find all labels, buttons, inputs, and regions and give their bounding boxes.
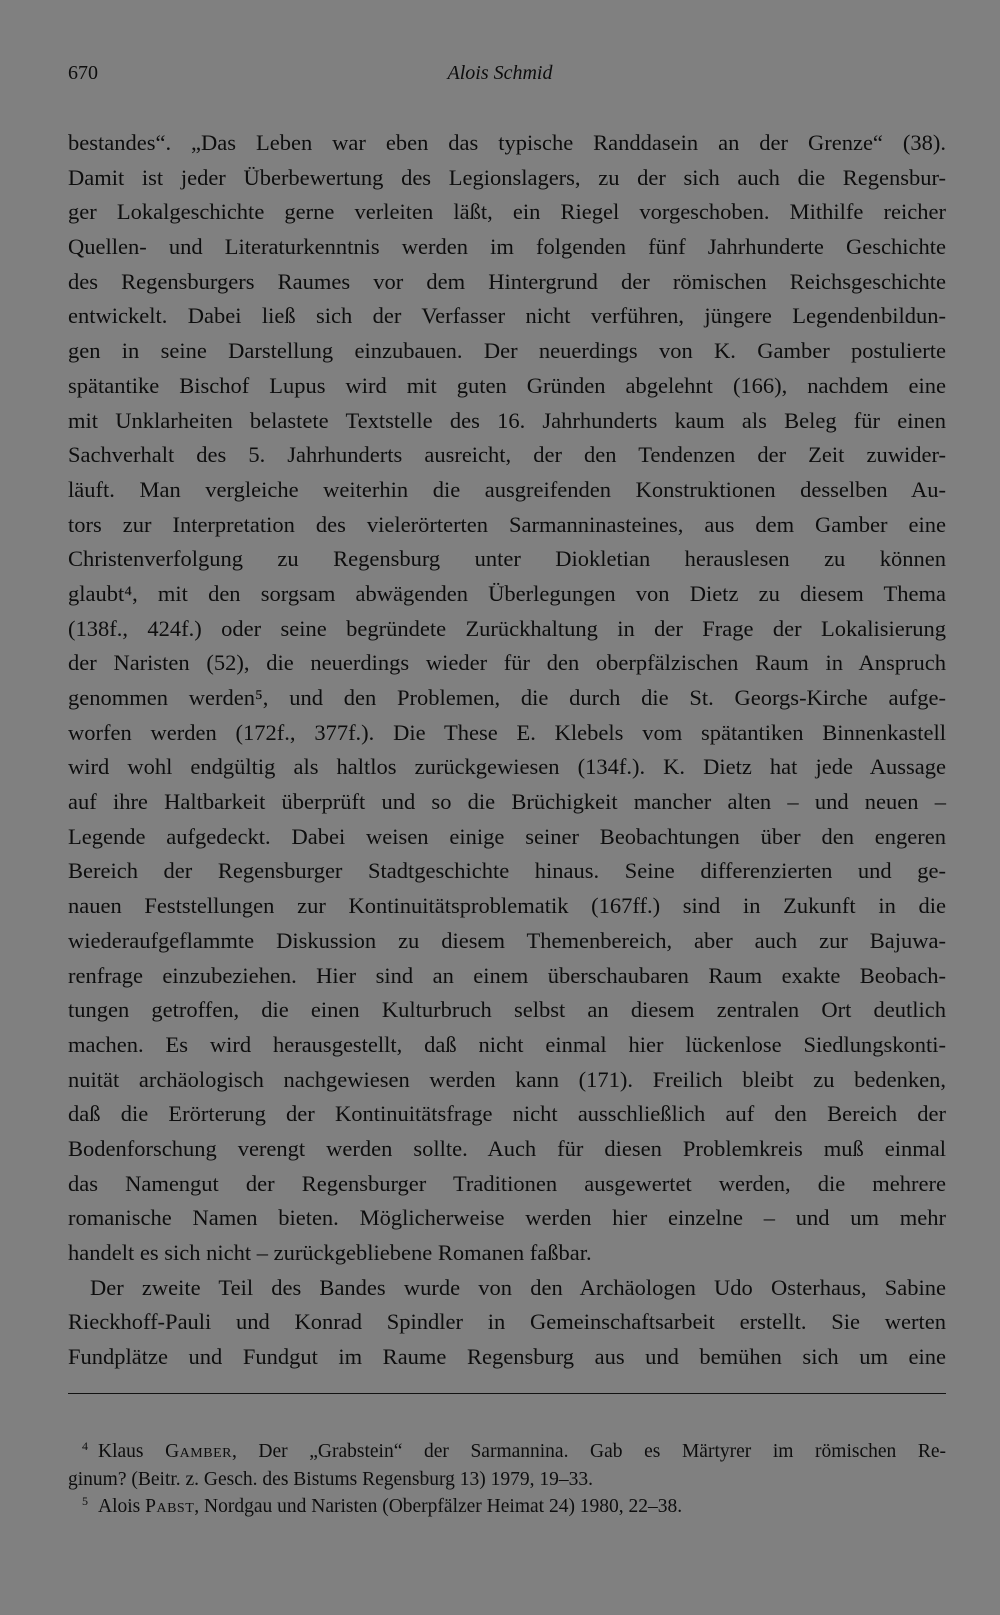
page-number: 670 [68,62,98,84]
footnote-marker: 4 [82,1439,88,1453]
text-line: entwickelt. Dabei ließ sich der Verfasser nicht verführen, jüngere Legendenbildun- [68,303,946,329]
text-line: Sachverhalt des 5. Jahrhunderts ausreicht, der den Tendenzen der Zeit zuwider- [68,442,946,468]
paragraph-2 [68,1271,946,1375]
footnote-marker: 5 [82,1494,88,1509]
text-line: genommen werden⁵, und den Problemen, die durch die St. Georgs-Kirche aufge- [68,685,946,710]
footnotes [68,1438,946,1521]
footnote-5 [68,1493,946,1521]
text-line: wird wohl endgültig als haltlos zurückgewiesen (134f.). K. Dietz hat jede Aussage [68,754,946,780]
text-line: das Namengut der Regensburger Traditionen ausgewertet werden, die mehrere [68,1170,946,1196]
text-line: nuität archäologisch nachgewiesen werden kann (171). Freilich bleibt zu bedenken, [68,1066,946,1092]
text-line: glaubt⁴, mit den sorgsam abwägenden Überlegungen von Dietz zu diesem Thema [68,580,946,606]
text-line: ger Lokalgeschichte gerne verleiten läßt, ein Riegel vorgeschoben. Mithilfe reicher [68,199,946,225]
footnote-4-continuation: ginum? (Beitr. z. Gesch. des Bistums Regensburg 13) 1979, 19–33. [68,1468,594,1490]
text-line: Quellen- und Literaturkenntnis werden im folgenden fünf Jahrhunderte Geschichte [68,234,946,260]
text-line: Bereich der Regensburger Stadtgeschichte hinaus. Seine differenzierten und ge- [68,858,946,884]
text-line: tungen getroffen, die einen Kulturbruch selbst an diesem zentralen Ort deutlich [68,997,946,1023]
text-line: Fundplätze und Fundgut im Raume Regensburg aus und bemühen sich um eine [68,1344,946,1370]
text-line: bestandes“. „Das Leben war eben das typische Randdasein an der Grenze“ (38). [68,130,946,155]
text-line: tors zur Interpretation des vielerörterten Sarmanninasteines, aus dem Gamber eine [68,511,946,537]
text-line: renfrage einzubeziehen. Hier sind an einem überschaubaren Raum exakte Beobach- [68,962,946,988]
text-line: worfen werden (172f., 377f.). Die These E. Klebels vom spätantiken Binnenkastell [68,719,946,745]
text-line: gen in seine Darstellung einzubauen. Der neuerdings von K. Gamber postulierte [68,338,946,364]
footnote-text: , Der „Grabstein“ der Sarmannina. Gab es Märtyrer im römischen Re- [231,1441,946,1462]
page-header [68,62,932,92]
footnote-author-surname: Pabst [145,1496,195,1518]
footnote-author-prefix: Alois [98,1496,146,1518]
text-line: Legende aufgedeckt. Dabei weisen einige seiner Beobachtungen über den engeren [68,823,946,849]
text-line: wiederaufgeflammte Diskussion zu diesem Themenbereich, aber auch zur Bajuwa- [68,927,946,953]
text-line: auf ihre Haltbarkeit überprüft und so die Brüchigkeit mancher alten – und neuen – [68,789,946,815]
footnote-author-surname: Gamber [165,1441,232,1462]
footnote-text: , Nordgau und Naristen (Oberpfälzer Heimat 24) 1980, 22–38. [194,1496,683,1518]
text-line: machen. Es wird herausgestellt, daß nicht einmal hier lückenlose Siedlungskonti- [68,1031,946,1057]
footnote-4 [68,1438,946,1466]
text-line: Rieckhoff-Pauli und Konrad Spindler in Gemeinschaftsarbeit erstellt. Sie werten [68,1309,946,1335]
text-line: läuft. Man vergleiche weiterhin die ausgreifenden Konstruktionen desselben Au- [68,476,946,502]
text-line: der Naristen (52), die neuerdings wieder für den oberpfälzischen Raum in Anspruch [68,650,946,676]
footnote-author-prefix: Klaus [98,1441,166,1462]
text-line: romanische Namen bieten. Möglicherweise werden hier einzelne – und um mehr [68,1205,946,1231]
footnote-divider [68,1393,946,1394]
text-line: Christenverfolgung zu Regensburg unter Diokletian herauslesen zu können [68,546,946,572]
body-text [68,126,946,1375]
text-line: mit Unklarheiten belastete Textstelle des 16. Jahrhunderts kaum als Beleg für einen [68,407,946,433]
running-title: Alois Schmid [447,62,553,84]
text-line: Damit ist jeder Überbewertung des Legionslagers, zu der sich auch die Regensbur- [68,164,946,190]
text-line: des Regensburgers Raumes vor dem Hintergrund der römischen Reichsgeschichte [68,268,946,294]
text-line: (138f., 424f.) oder seine begründete Zurückhaltung in der Frage der Lokalisierung [68,615,946,641]
text-line: nauen Feststellungen zur Kontinuitätsproblematik (167ff.) sind in Zukunft in die [68,893,946,919]
text-line: handelt es sich nicht – zurückgebliebene Romanen faßbar. [68,1240,592,1265]
text-line: spätantike Bischof Lupus wird mit guten Gründen abgelehnt (166), nachdem eine [68,372,946,398]
text-line: Der zweite Teil des Bandes wurde von den Archäologen Udo Osterhaus, Sabine [90,1274,946,1300]
paragraph-1 [68,126,946,1271]
text-line: daß die Erörterung der Kontinuitätsfrage nicht ausschließlich auf den Bereich der [68,1101,946,1127]
text-line: Bodenforschung verengt werden sollte. Auch für diesen Problemkreis muß einmal [68,1135,946,1161]
